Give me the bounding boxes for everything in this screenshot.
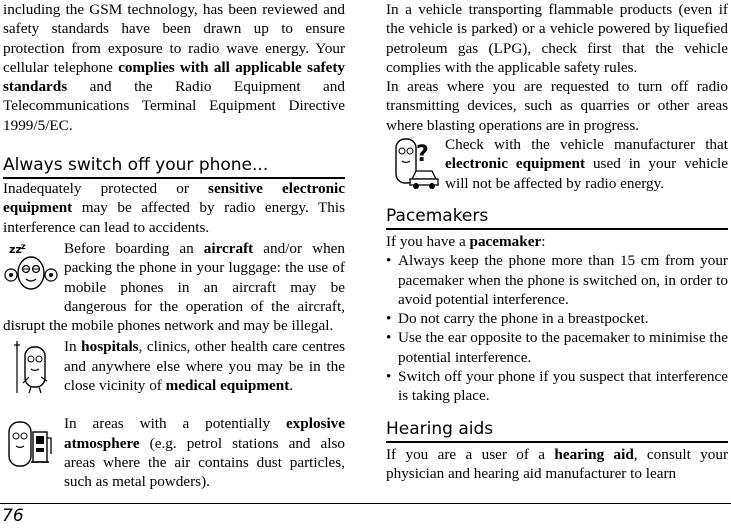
vehicle-flammable-paragraph: In a vehicle transporting flammable products (even if the vehicle is parked) or a vehicle powered by liquefied petroleum gas (LPG), check first that the vehicle complies with the applicable safety rules.	[386, 1, 728, 76]
svg-text:z: z	[21, 241, 26, 251]
vehicle-check-text-2: used in your vehicle will not be affected by radio energy.	[445, 155, 728, 192]
left-column	[3, 0, 345, 492]
hospitals-text-2: , clinics, other health care centres and anywhere else where you may be in the close vicinity of	[64, 338, 345, 395]
pacemaker-list	[386, 251, 728, 405]
right-column	[386, 0, 728, 483]
vehicle-check-text-1: Check with the vehicle manufacturer that	[445, 136, 728, 154]
vehicle-check-bold-1: electronic equipment	[445, 155, 586, 173]
hearing-text-2: , consult your physician and hearing aid manufacturer to learn	[386, 445, 729, 482]
heading-pacemakers: Pacemakers	[386, 205, 728, 230]
explosive-text-2: (e.g. petrol stations and also areas where the air contains dust particles, such as metal powders).	[64, 434, 345, 491]
hearing-text-1: If you are a user of a	[386, 445, 555, 463]
aircraft-text-1: Before boarding an	[64, 239, 204, 257]
inadequate-text-2: may be affected by radio energy. This interference can lead to accidents.	[3, 199, 345, 236]
heading-switch-off: Always switch off your phone...	[3, 154, 345, 179]
svg-text:?: ?	[416, 142, 429, 168]
phone-with-crutch-icon	[3, 337, 61, 397]
page-number: 76	[2, 506, 24, 526]
pacemaker-intro-text-1: If you have a	[386, 232, 470, 250]
hospitals-text-3: .	[289, 377, 294, 395]
intro-paragraph	[3, 0, 345, 135]
explosive-bold-1: explosive atmosphere	[64, 415, 345, 452]
pacemaker-intro	[386, 232, 728, 251]
list-item: • Use the ear opposite to the pacemaker to minimise the potential interference.	[386, 328, 728, 367]
intro-text-2: and the Radio Equipment and Telecommunications Terminal Equipment Directive 1999/5/EC.	[3, 78, 345, 134]
list-item: • Always keep the phone more than 15 cm from your pacemaker when the phone is switched on, in order to avoid potential interference.	[386, 251, 728, 309]
vehicle-check-block	[386, 135, 728, 193]
inadequate-text-1: Inadequately protected or	[3, 180, 209, 198]
explosive-text-1: In areas with a potentially	[64, 415, 286, 433]
hearing-bold-1: hearing aid	[554, 445, 634, 463]
intro-bold-1: complies with all applicable safety standards	[3, 58, 345, 96]
radio-transmit-paragraph: In areas where you are requested to turn off radio transmitting devices, such as quarries or other areas where blasting operations are in progress.	[386, 78, 728, 134]
hospitals-bold-1: hospitals	[81, 338, 139, 356]
explosive-block	[3, 414, 345, 491]
list-item: • Switch off your phone if you suspect that interference is taking place.	[386, 367, 728, 406]
list-item: • Do not carry the phone in a breastpocket.	[386, 309, 728, 328]
inadequate-paragraph	[3, 179, 345, 237]
hospitals-block	[3, 337, 345, 395]
pacemaker-intro-bold-1: pacemaker	[469, 232, 542, 250]
phone-with-car-icon	[386, 135, 442, 191]
hearing-paragraph	[386, 445, 728, 484]
aircraft-text-2: and/or when packing the phone in your luggage: the use of mobile phones in an aircraft may be dangerous for the operation of the aircraft, disrupt the mobile phones network and may be illegal.	[3, 239, 345, 335]
pacemaker-intro-text-2: :	[541, 232, 546, 250]
hospitals-bold-2: medical equipment	[165, 377, 290, 395]
intro-text-1: including the GSM technology, has been reviewed and safety standards have been drawn up to ensure protection from exposure to radio wave energy. Your cellular telephone	[3, 1, 345, 76]
aircraft-block	[3, 239, 345, 335]
aircraft-bold-1: aircraft	[203, 239, 254, 257]
hospitals-text-1: In	[64, 338, 82, 356]
svg-text:zz: zz	[9, 242, 22, 256]
inadequate-bold-1: sensitive electronic equipment	[3, 180, 345, 217]
sleeping-phone-icon	[3, 239, 61, 297]
footer-rule	[0, 503, 731, 504]
phone-with-fuel-pump-icon	[3, 414, 61, 474]
heading-hearing-aids: Hearing aids	[386, 418, 728, 443]
